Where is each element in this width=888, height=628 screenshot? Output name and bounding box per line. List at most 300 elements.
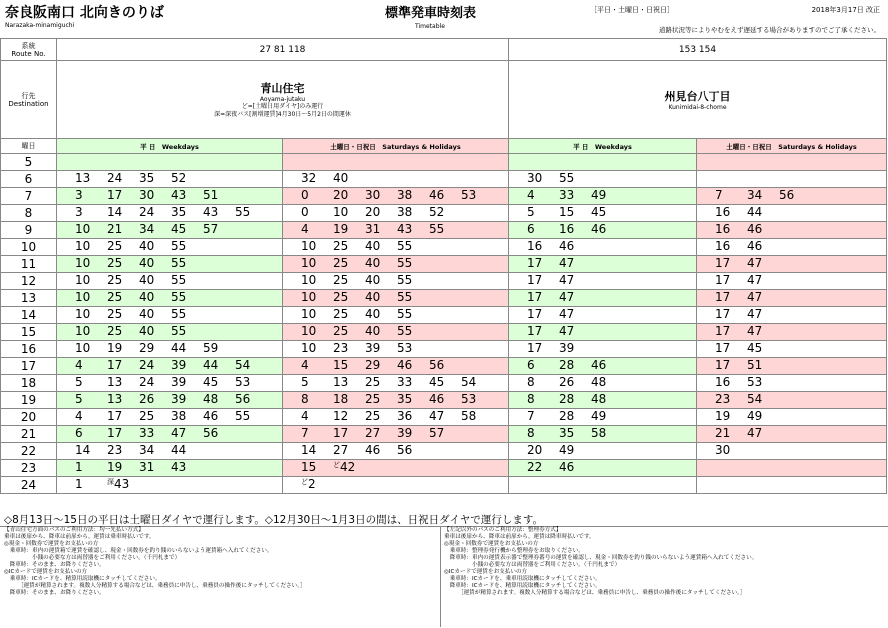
hour-cell: 23 <box>1 460 57 477</box>
destination-note-saturday: ど=[土曜日用ダイヤ]のみ運行 <box>241 103 324 110</box>
destination-right-name-en: Kunimidai-8-chome <box>668 104 727 111</box>
departure-minute: 16 <box>559 222 575 236</box>
hour-cell: 22 <box>1 443 57 460</box>
fare-info-line: 小銭の必要な方は両替器をご利用ください。（千円札まで） <box>444 562 621 568</box>
departure-minute: 40 <box>365 256 381 270</box>
departure-minute: 10 <box>75 341 91 355</box>
minutes-cell <box>57 171 283 188</box>
destination-left-name-en: Aoyama-jutaku <box>259 96 306 103</box>
header <box>0 0 888 38</box>
departure-minute: 17 <box>715 256 731 270</box>
departure-minute: 8 <box>527 392 535 406</box>
departure-minute: 53 <box>397 341 413 355</box>
minutes-cell <box>509 460 697 477</box>
departure-minute: 25 <box>333 290 349 304</box>
departure-minute: 28 <box>559 409 575 423</box>
holiday-header-left: 土曜日・日祝日 Saturdays & Holidays <box>283 139 509 154</box>
fare-info-line: ［運賃が精算されます。複数人分精算する場合などは、乗務員に申告し、乗務員の操作後にタッチしてください。］ <box>444 590 746 596</box>
table-row <box>1 171 887 188</box>
departure-minute: 8 <box>527 375 535 389</box>
departure-minute: 15 <box>333 358 349 372</box>
departure-minute: 51 <box>747 358 763 372</box>
departure-minute: 3 <box>75 205 83 219</box>
departure-minute: 4 <box>75 409 83 423</box>
departure-minute: 49 <box>747 409 763 423</box>
departure-minute: 53 <box>235 375 251 389</box>
departure-minute: 25 <box>365 392 381 406</box>
minutes-cell <box>509 154 697 171</box>
minutes-cell <box>57 188 283 205</box>
departure-minute: 25 <box>107 256 123 270</box>
departure-minute: 55 <box>171 290 187 304</box>
hour-cell: 8 <box>1 205 57 222</box>
departure-minute: 45 <box>203 375 219 389</box>
hour-cell: 18 <box>1 375 57 392</box>
fare-info-line: ［運賃が精算されます。複数人分精算する場合などは、乗務員に申告し、乗務員の操作後にタッチしてください。］ <box>4 583 306 589</box>
minutes-cell <box>509 426 697 443</box>
departure-minute: 39 <box>397 426 413 440</box>
departure-minute: 45 <box>171 222 187 236</box>
departure-minute: 40 <box>139 324 155 338</box>
departure-minute: 17 <box>527 256 543 270</box>
departure-minute: 17 <box>527 273 543 287</box>
departure-minute: 17 <box>715 290 731 304</box>
departure-minute: 58 <box>461 409 477 423</box>
departure-minute: 1 <box>75 477 83 491</box>
departure-minute: 10 <box>301 239 317 253</box>
departure-minute: 25 <box>139 409 155 423</box>
departure-minute: 5 <box>301 375 309 389</box>
departure-minute: 17 <box>107 188 123 202</box>
departure-minute: 5 <box>75 392 83 406</box>
departure-minute: 17 <box>107 426 123 440</box>
departure-minute: 47 <box>171 426 187 440</box>
minutes-cell <box>509 324 697 341</box>
fare-info-line: 降車時：そのまま、お降りください。 <box>4 590 105 596</box>
departure-minute: 10 <box>75 222 91 236</box>
departure-minute: 46 <box>559 460 575 474</box>
departure-minute: 16 <box>715 222 731 236</box>
departure-minute: 35 <box>139 171 155 185</box>
destination-left-name: 青山住宅 <box>260 82 305 95</box>
departure-minute: 55 <box>397 290 413 304</box>
table-row <box>1 358 887 375</box>
departure-minute: 25 <box>365 409 381 423</box>
departure-minute: 35 <box>559 426 575 440</box>
departure-minute: 23 <box>107 443 123 457</box>
departure-minute: 55 <box>171 256 187 270</box>
departure-minute: 20 <box>527 443 543 457</box>
minutes-cell <box>509 443 697 460</box>
minutes-cell <box>697 392 887 409</box>
departure-minute: 52 <box>171 171 187 185</box>
minutes-cell <box>509 477 697 494</box>
minutes-cell <box>697 477 887 494</box>
table-row <box>1 205 887 222</box>
departure-minute: 46 <box>397 358 413 372</box>
departure-minute: 10 <box>301 290 317 304</box>
departure-minute: 25 <box>333 324 349 338</box>
hour-cell: 6 <box>1 171 57 188</box>
departure-minute: 45 <box>591 205 607 219</box>
departure-minute: 40 <box>139 307 155 321</box>
minutes-cell <box>283 409 509 426</box>
departure-minute: 43 <box>203 205 219 219</box>
departure-minute: 18 <box>333 392 349 406</box>
departure-minute: 10 <box>301 324 317 338</box>
departure-minute: 47 <box>747 273 763 287</box>
minutes-cell <box>283 324 509 341</box>
departure-minute: 30 <box>365 188 381 202</box>
departure-minute: 17 <box>715 273 731 287</box>
table-row <box>1 460 887 477</box>
departure-minute: 46 <box>365 443 381 457</box>
departure-minute: 0 <box>301 188 309 202</box>
departure-minute: 30 <box>527 171 543 185</box>
departure-minute: 24 <box>139 358 155 372</box>
departure-minute: 46 <box>429 392 445 406</box>
departure-minute: 25 <box>107 273 123 287</box>
hour-cell: 19 <box>1 392 57 409</box>
departure-minute: 32 <box>301 171 317 185</box>
departure-minute: 14 <box>75 443 91 457</box>
departure-minute: 33 <box>559 188 575 202</box>
minutes-cell <box>57 426 283 443</box>
departure-minute: 25 <box>107 239 123 253</box>
timetable <box>0 38 887 494</box>
table-row <box>1 307 887 324</box>
departure-minute: 10 <box>75 290 91 304</box>
departure-minute: 43 <box>171 188 187 202</box>
departure-minute: 39 <box>171 358 187 372</box>
minutes-cell <box>697 426 887 443</box>
departure-minute: 49 <box>591 188 607 202</box>
departure-minute: 16 <box>715 205 731 219</box>
weekday-header-left: 平 日 Weekdays <box>57 139 283 154</box>
departure-minute: 55 <box>429 222 445 236</box>
departure-minute: 20 <box>365 205 381 219</box>
departure-minute: 28 <box>559 358 575 372</box>
departure-minute: 17 <box>107 358 123 372</box>
departure-minute: 38 <box>397 188 413 202</box>
departure-minute: 17 <box>527 341 543 355</box>
minutes-cell <box>283 239 509 256</box>
departure-minute: 16 <box>715 239 731 253</box>
departure-minute: 14 <box>301 443 317 457</box>
departure-minute: 19 <box>333 222 349 236</box>
departure-minute: 24 <box>139 205 155 219</box>
departure-minute: 52 <box>429 205 445 219</box>
hour-cell: 5 <box>1 154 57 171</box>
departure-minute: 40 <box>139 273 155 287</box>
departure-minute: 55 <box>397 239 413 253</box>
departure-minute: 29 <box>365 358 381 372</box>
departure-minute: 46 <box>559 239 575 253</box>
departure-minute: 25 <box>107 324 123 338</box>
departure-minute: 46 <box>747 222 763 236</box>
departure-minute: 30 <box>715 443 731 457</box>
departure-minute: 45 <box>747 341 763 355</box>
departure-minute: 25 <box>333 307 349 321</box>
minutes-cell <box>57 392 283 409</box>
table-row <box>1 290 887 307</box>
hour-cell: 12 <box>1 273 57 290</box>
departure-minute: 20 <box>333 188 349 202</box>
minutes-cell <box>283 222 509 239</box>
departure-minute: 47 <box>747 290 763 304</box>
minutes-cell <box>57 307 283 324</box>
departure-minute: 55 <box>171 273 187 287</box>
departure-minute: 10 <box>301 307 317 321</box>
revision-date: 2018年3月17日 改正 <box>811 6 880 14</box>
minutes-cell <box>697 256 887 273</box>
minutes-cell <box>283 171 509 188</box>
fare-info-line: 【青山住宅方面のバスのご利用方法：均一先払い方式】 <box>4 527 144 533</box>
departure-minute: 47 <box>429 409 445 423</box>
departure-minute: 25 <box>333 256 349 270</box>
departure-minute: 27 <box>333 443 349 457</box>
departure-minute: 17 <box>715 341 731 355</box>
departure-minute: 14 <box>107 205 123 219</box>
fare-info-line: 【左記以外のバスのご利用方法：整理券方式】 <box>444 527 562 533</box>
departure-minute: 4 <box>301 358 309 372</box>
holiday-header-right: 土曜日・日祝日 Saturdays & Holidays <box>697 139 887 154</box>
departure-minute: 19 <box>715 409 731 423</box>
departure-minute: 36 <box>397 409 413 423</box>
departure-minute: 16 <box>715 375 731 389</box>
fare-info-line: ◎ICカードで運賃をお支払いの方 <box>444 569 528 575</box>
minutes-cell <box>697 443 887 460</box>
destination-right <box>509 61 887 139</box>
hour-cell: 15 <box>1 324 57 341</box>
fare-info-line: 乗車は後扉から、降車は前扉から。運賃は乗車時払いです。 <box>4 534 155 540</box>
departure-minute: 47 <box>559 290 575 304</box>
departure-minute: 47 <box>559 324 575 338</box>
minutes-cell <box>57 205 283 222</box>
fare-info-right <box>444 527 880 597</box>
departure-minute: 58 <box>591 426 607 440</box>
departure-minute: 53 <box>747 375 763 389</box>
departure-minute: 40 <box>333 171 349 185</box>
departure-minute: 15 <box>301 460 317 474</box>
departure-minute: 49 <box>559 443 575 457</box>
hour-cell: 7 <box>1 188 57 205</box>
departure-minute: 56 <box>235 392 251 406</box>
minutes-cell <box>57 460 283 477</box>
departure-minute: 47 <box>747 256 763 270</box>
minutes-cell <box>509 392 697 409</box>
minutes-cell <box>509 375 697 392</box>
departure-minute: 55 <box>235 205 251 219</box>
departure-minute: 54 <box>461 375 477 389</box>
minutes-cell <box>283 273 509 290</box>
minutes-cell <box>697 273 887 290</box>
fare-info-line: 小銭の必要な方は両替器をご利用ください。（千円札まで） <box>4 555 181 561</box>
departure-minute: 7 <box>301 426 309 440</box>
minutes-cell <box>509 205 697 222</box>
fare-info-line: ◎現金・回数券で運賃をお支払いの方 <box>4 541 99 547</box>
destination-label: 行先 Destination <box>1 61 57 139</box>
departure-minute: 43 <box>397 222 413 236</box>
departure-minute: 24 <box>139 375 155 389</box>
departure-minute: 10 <box>75 239 91 253</box>
departure-minute: 35 <box>397 392 413 406</box>
minutes-cell <box>697 188 887 205</box>
minutes-cell <box>283 341 509 358</box>
minutes-cell <box>697 409 887 426</box>
departure-minute: 33 <box>397 375 413 389</box>
hour-cell: 14 <box>1 307 57 324</box>
minutes-cell <box>509 273 697 290</box>
minutes-cell <box>283 358 509 375</box>
minutes-cell <box>697 324 887 341</box>
hour-cell: 20 <box>1 409 57 426</box>
minutes-cell <box>697 358 887 375</box>
timetable-body <box>1 154 887 494</box>
departure-minute: 1 <box>75 460 83 474</box>
departure-minute: 7 <box>715 188 723 202</box>
table-row <box>1 256 887 273</box>
departure-minute: 46 <box>747 239 763 253</box>
departure-minute: 55 <box>397 307 413 321</box>
minutes-cell <box>57 409 283 426</box>
departure-minute: 39 <box>171 375 187 389</box>
departure-minute: 17 <box>715 324 731 338</box>
stop-name-en: Narazaka-minamiguchi <box>5 22 75 29</box>
departure-minute: 46 <box>591 222 607 236</box>
minutes-cell <box>697 205 887 222</box>
departure-minute: 56 <box>203 426 219 440</box>
minutes-cell <box>697 290 887 307</box>
departure-minute: 5 <box>75 375 83 389</box>
page-title: 標準発車時刻表 <box>385 6 477 21</box>
fare-info-line: 乗車時：整理券発行機から整理券をお取りください。 <box>444 548 584 554</box>
departure-minute: 10 <box>333 205 349 219</box>
minutes-cell <box>283 392 509 409</box>
departure-minute: 4 <box>75 358 83 372</box>
minutes-cell <box>57 443 283 460</box>
fare-info-left <box>4 527 440 597</box>
departure-minute: 40 <box>365 239 381 253</box>
hour-label: 曜日 <box>1 139 57 154</box>
table-row <box>1 188 887 205</box>
minutes-cell <box>509 188 697 205</box>
departure-minute: 34 <box>139 443 155 457</box>
departure-minute: 25 <box>333 239 349 253</box>
departure-minute: 17 <box>527 290 543 304</box>
departure-minute: 17 <box>715 358 731 372</box>
destination-right-name: 州見台八丁目 <box>664 90 731 103</box>
departure-minute: 31 <box>365 222 381 236</box>
departure-minute: 55 <box>171 239 187 253</box>
departure-minute: 4 <box>301 409 309 423</box>
departure-minute: 51 <box>203 188 219 202</box>
departure-minute: 46 <box>591 358 607 372</box>
departure-minute: 13 <box>107 375 123 389</box>
departure-minute: 39 <box>171 392 187 406</box>
departure-minute: 40 <box>365 273 381 287</box>
fare-info-line: 降車時：車内の運賃表示器で整理券番号の運賃を確認し、現金・回数券を釣り銭のいらないよう運賃箱へ入れてください。 <box>444 555 758 561</box>
departure-minute: 19 <box>107 341 123 355</box>
departure-minute: 57 <box>429 426 445 440</box>
minutes-cell <box>283 375 509 392</box>
minutes-cell <box>57 324 283 341</box>
departure-minute: $^ど$42 <box>333 460 356 474</box>
minutes-cell <box>283 307 509 324</box>
fare-info-line: 乗車時：車内の運賃箱で運賃を確認し、現金・回数券を釣り銭のいらないよう運賃箱へ入れてください。 <box>4 548 273 554</box>
footer-column-divider <box>440 527 441 627</box>
fare-info-line: 降車時：そのまま、お降りください。 <box>4 562 105 568</box>
departure-minute: 35 <box>171 205 187 219</box>
minutes-cell <box>57 341 283 358</box>
departure-minute: 26 <box>559 375 575 389</box>
departure-minute: 13 <box>333 375 349 389</box>
departure-minute: 47 <box>559 273 575 287</box>
table-row <box>1 154 887 171</box>
departure-minute: 10 <box>301 273 317 287</box>
weekday-header-right: 平 日 Weekdays <box>509 139 697 154</box>
minutes-cell <box>509 358 697 375</box>
departure-minute: 15 <box>559 205 575 219</box>
day-types: ［平日・土曜日・日祝日］ <box>590 6 674 14</box>
departure-minute: 10 <box>75 307 91 321</box>
departure-minute: 19 <box>107 460 123 474</box>
minutes-cell <box>509 256 697 273</box>
departure-minute: 53 <box>461 188 477 202</box>
table-row <box>1 324 887 341</box>
departure-minute: 47 <box>559 256 575 270</box>
departure-minute: 55 <box>559 171 575 185</box>
departure-minute: 30 <box>139 188 155 202</box>
departure-minute: 13 <box>107 392 123 406</box>
departure-minute: 53 <box>461 392 477 406</box>
departure-minute: 39 <box>559 341 575 355</box>
hour-cell: 16 <box>1 341 57 358</box>
minutes-cell <box>283 205 509 222</box>
minutes-cell <box>57 256 283 273</box>
departure-minute: 48 <box>591 392 607 406</box>
departure-minute: 40 <box>139 239 155 253</box>
departure-minute: 4 <box>527 188 535 202</box>
destination-left <box>57 61 509 139</box>
departure-minute: 8 <box>301 392 309 406</box>
departure-minute: 25 <box>107 290 123 304</box>
departure-minute: 44 <box>171 443 187 457</box>
departure-minute: 48 <box>203 392 219 406</box>
departure-minute: 55 <box>235 409 251 423</box>
departure-minute: 31 <box>139 460 155 474</box>
hour-cell: 11 <box>1 256 57 273</box>
hour-cell: 9 <box>1 222 57 239</box>
fare-info-line: 乗車時：ICカードを、乗車用読取機にタッチしてください。 <box>444 576 601 582</box>
departure-minute: 10 <box>75 256 91 270</box>
departure-minute: $^深$43 <box>107 477 130 491</box>
minutes-cell <box>283 426 509 443</box>
departure-minute: 44 <box>203 358 219 372</box>
delay-warning: 道路状況等によりやむをえず遅延する場合がありますのでご了承ください。 <box>659 26 880 34</box>
fare-info-line: 乗車時：ICカードを、精算用読取機にタッチしてください。 <box>4 576 161 582</box>
departure-minute: 40 <box>139 290 155 304</box>
departure-minute: 16 <box>527 239 543 253</box>
departure-minute: 46 <box>203 409 219 423</box>
departure-minute: 55 <box>397 273 413 287</box>
table-row <box>1 477 887 494</box>
departure-minute: 45 <box>429 375 445 389</box>
table-row <box>1 222 887 239</box>
minutes-cell <box>283 443 509 460</box>
departure-minute: 38 <box>397 205 413 219</box>
destination-note-latenight: 深=深夜バス[割増運賃]4月30日～5月2日の間運休 <box>214 111 351 118</box>
